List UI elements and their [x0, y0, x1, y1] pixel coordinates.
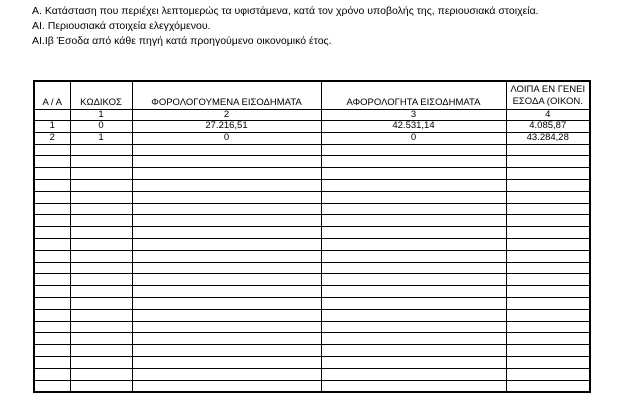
empty-cell — [70, 286, 132, 298]
empty-cell — [506, 262, 590, 274]
empty-cell — [506, 356, 590, 368]
empty-cell — [321, 321, 506, 333]
empty-cell — [132, 144, 321, 156]
empty-cell — [34, 250, 70, 262]
empty-cell — [70, 144, 132, 156]
empty-cell — [70, 203, 132, 215]
empty-table-row — [34, 321, 590, 333]
empty-cell — [321, 368, 506, 380]
empty-cell — [506, 345, 590, 357]
table-cell: 0 — [132, 132, 321, 144]
empty-cell — [132, 333, 321, 345]
empty-cell — [132, 345, 321, 357]
table-row — [34, 121, 590, 133]
table-cell: 1 — [70, 132, 132, 144]
table-header-row — [34, 81, 590, 110]
empty-cell — [132, 274, 321, 286]
empty-cell — [132, 191, 321, 203]
empty-table-row — [34, 356, 590, 368]
empty-cell — [132, 227, 321, 239]
empty-cell — [70, 321, 132, 333]
empty-cell — [321, 297, 506, 309]
column-number — [34, 110, 70, 121]
empty-cell — [506, 144, 590, 156]
empty-cell — [506, 380, 590, 392]
table-row — [34, 132, 590, 144]
empty-cell — [321, 203, 506, 215]
empty-cell — [70, 179, 132, 191]
empty-cell — [34, 191, 70, 203]
empty-cell — [34, 309, 70, 321]
header-serial-number: Α / Α — [34, 81, 70, 110]
header-other-income: ΛΟΙΠΑ ΕΝ ΓΕΝΕΙ ΕΣΟΔΑ (ΟΙΚΟΝ. — [506, 81, 590, 110]
empty-cell — [321, 286, 506, 298]
empty-table-row — [34, 215, 590, 227]
column-number: 4 — [506, 110, 590, 121]
empty-cell — [321, 345, 506, 357]
empty-cell — [70, 262, 132, 274]
heading-section-ai: ΑΙ. Περιουσιακά στοιχεία ελεγχόμενου. — [32, 20, 211, 32]
document-headings — [32, 4, 539, 49]
empty-cell — [34, 238, 70, 250]
empty-cell — [34, 168, 70, 180]
empty-cell — [34, 286, 70, 298]
header-tax-free-income: ΑΦΟΡΟΛΟΓΗΤΑ ΕΙΣΟΔΗΜΑΤΑ — [321, 81, 506, 110]
empty-cell — [70, 156, 132, 168]
empty-cell — [70, 380, 132, 392]
heading-section-ai-ib: ΑΙ.Ιβ Έσοδα από κάθε πηγή κατά προηγούμενο οικονομικό έτος. — [32, 35, 332, 47]
empty-cell — [132, 262, 321, 274]
empty-table-row — [34, 368, 590, 380]
empty-cell — [506, 156, 590, 168]
empty-cell — [34, 156, 70, 168]
empty-cell — [506, 168, 590, 180]
empty-cell — [34, 227, 70, 239]
empty-table-row — [34, 144, 590, 156]
empty-cell — [70, 238, 132, 250]
column-number: 3 — [321, 110, 506, 121]
empty-table-row — [34, 156, 590, 168]
empty-cell — [132, 215, 321, 227]
empty-cell — [321, 215, 506, 227]
empty-cell — [70, 191, 132, 203]
empty-table-row — [34, 262, 590, 274]
empty-cell — [34, 333, 70, 345]
empty-cell — [506, 215, 590, 227]
empty-table-row — [34, 309, 590, 321]
empty-table-row — [34, 238, 590, 250]
empty-cell — [506, 238, 590, 250]
empty-table-row — [34, 250, 590, 262]
empty-table-row — [34, 297, 590, 309]
empty-cell — [34, 321, 70, 333]
empty-cell — [132, 250, 321, 262]
empty-cell — [506, 286, 590, 298]
empty-table-row — [34, 274, 590, 286]
header-taxable-income: ΦΟΡΟΛΟΓΟΥΜΕΝΑ ΕΙΣΟΔΗΜΑΤΑ — [132, 81, 321, 110]
empty-cell — [506, 321, 590, 333]
empty-table-row — [34, 179, 590, 191]
empty-cell — [34, 203, 70, 215]
empty-cell — [506, 274, 590, 286]
empty-cell — [34, 144, 70, 156]
empty-cell — [34, 297, 70, 309]
empty-cell — [506, 297, 590, 309]
empty-cell — [70, 168, 132, 180]
column-number: 1 — [70, 110, 132, 121]
empty-table-row — [34, 286, 590, 298]
empty-cell — [70, 215, 132, 227]
empty-cell — [34, 179, 70, 191]
empty-cell — [321, 238, 506, 250]
empty-rows — [34, 144, 590, 392]
income-table — [33, 80, 591, 393]
empty-cell — [132, 380, 321, 392]
empty-cell — [132, 309, 321, 321]
empty-cell — [506, 250, 590, 262]
empty-cell — [321, 333, 506, 345]
table-cell: 42.531,14 — [321, 121, 506, 133]
empty-cell — [70, 250, 132, 262]
table-cell: 1 — [34, 121, 70, 133]
empty-cell — [321, 356, 506, 368]
empty-cell — [132, 156, 321, 168]
empty-cell — [321, 179, 506, 191]
empty-cell — [70, 356, 132, 368]
empty-cell — [70, 333, 132, 345]
column-number-row — [34, 110, 590, 121]
empty-cell — [70, 274, 132, 286]
empty-cell — [70, 345, 132, 357]
empty-cell — [132, 321, 321, 333]
empty-cell — [132, 179, 321, 191]
empty-cell — [506, 309, 590, 321]
empty-cell — [132, 168, 321, 180]
empty-cell — [321, 380, 506, 392]
empty-cell — [506, 333, 590, 345]
empty-cell — [34, 368, 70, 380]
empty-table-row — [34, 168, 590, 180]
empty-cell — [70, 368, 132, 380]
empty-cell — [506, 179, 590, 191]
empty-cell — [506, 227, 590, 239]
table-cell: 43.284,28 — [506, 132, 590, 144]
table-cell: 4.085,87 — [506, 121, 590, 133]
empty-cell — [321, 144, 506, 156]
empty-table-row — [34, 191, 590, 203]
empty-cell — [34, 356, 70, 368]
header-code: ΚΩΔΙΚΟΣ — [70, 81, 132, 110]
empty-cell — [321, 168, 506, 180]
empty-cell — [34, 262, 70, 274]
empty-cell — [506, 368, 590, 380]
empty-cell — [321, 250, 506, 262]
empty-cell — [321, 262, 506, 274]
empty-cell — [70, 297, 132, 309]
empty-cell — [506, 191, 590, 203]
empty-cell — [34, 215, 70, 227]
empty-cell — [132, 286, 321, 298]
table-cell: 0 — [321, 132, 506, 144]
empty-cell — [321, 274, 506, 286]
table-cell: 27.216,51 — [132, 121, 321, 133]
empty-table-row — [34, 380, 590, 392]
empty-cell — [34, 380, 70, 392]
empty-cell — [132, 203, 321, 215]
empty-cell — [321, 309, 506, 321]
heading-section-a: Α. Κατάσταση που περιέχει λεπτομερώς τα υφιστάμενα, κατά τον χρόνο υποβολής της, περιουσιακά στοιχεία. — [32, 5, 539, 17]
empty-cell — [506, 203, 590, 215]
empty-cell — [132, 238, 321, 250]
table-cell: 0 — [70, 121, 132, 133]
empty-table-row — [34, 227, 590, 239]
empty-cell — [70, 309, 132, 321]
empty-table-row — [34, 203, 590, 215]
empty-cell — [321, 227, 506, 239]
empty-cell — [132, 297, 321, 309]
empty-cell — [34, 345, 70, 357]
empty-table-row — [34, 345, 590, 357]
empty-cell — [132, 356, 321, 368]
empty-cell — [132, 368, 321, 380]
column-number: 2 — [132, 110, 321, 121]
empty-cell — [34, 274, 70, 286]
empty-table-row — [34, 333, 590, 345]
empty-cell — [321, 191, 506, 203]
empty-cell — [321, 156, 506, 168]
empty-cell — [70, 227, 132, 239]
table-cell: 2 — [34, 132, 70, 144]
